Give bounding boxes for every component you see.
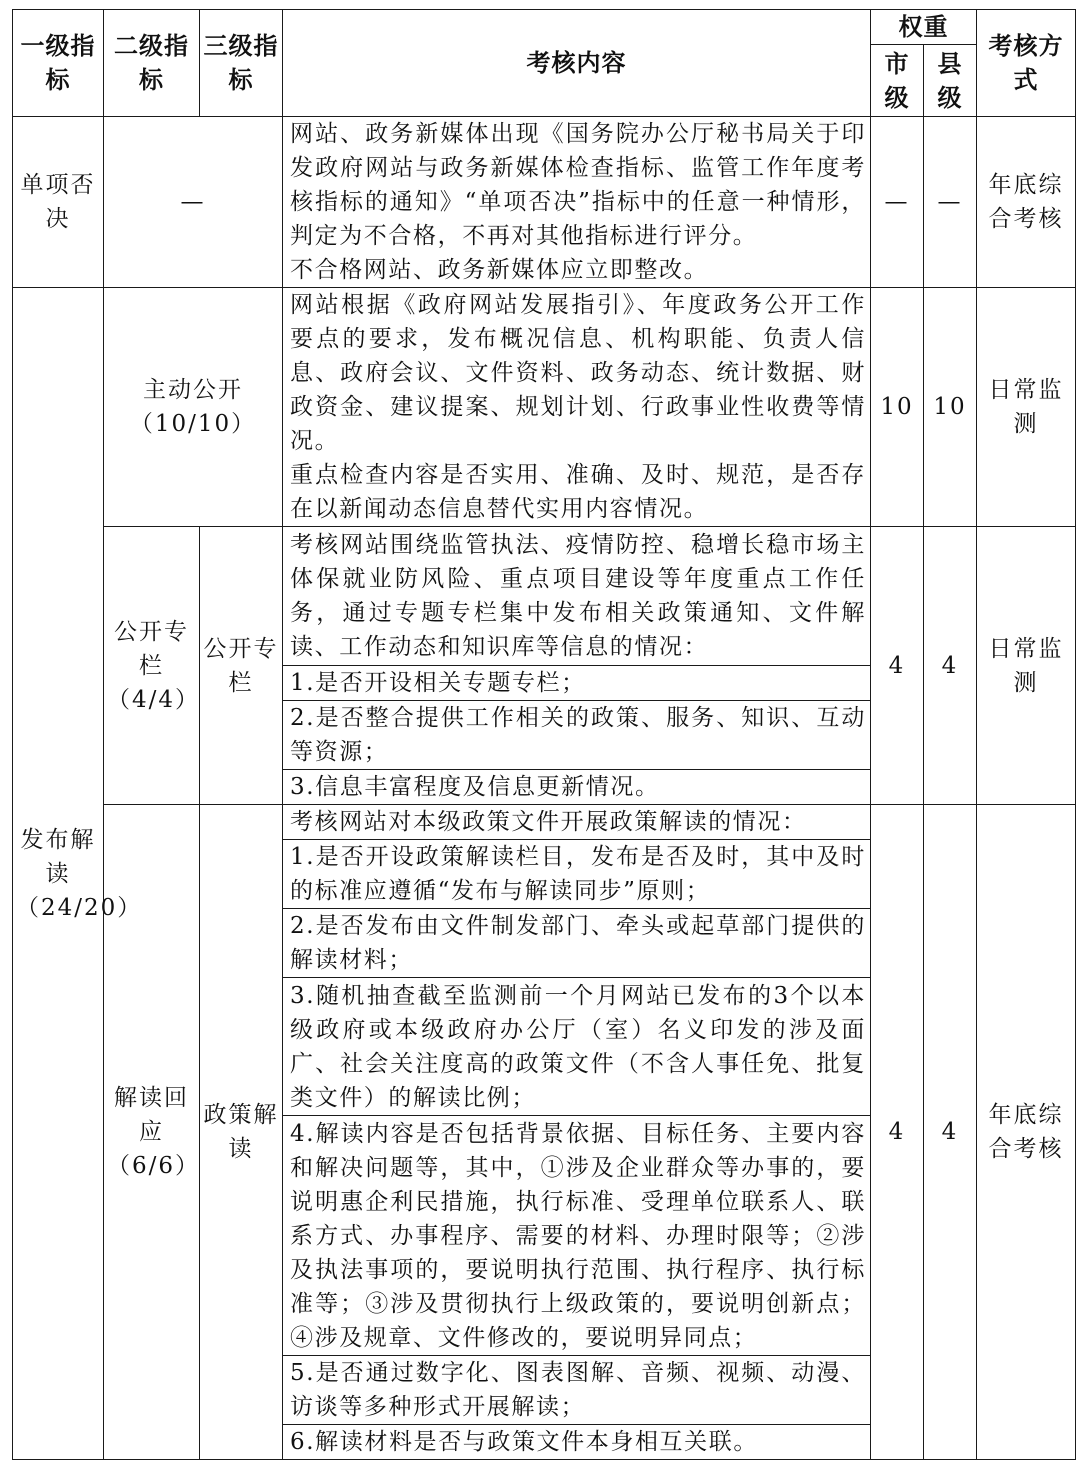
header-level1: 一级指标 [13, 10, 104, 117]
column-method: 日常监测 [977, 527, 1076, 805]
interpret-item: 5.是否通过数字化、图表图解、音频、视频、动漫、访谈等多种形式开展解读； [283, 1356, 871, 1425]
veto-city-weight: — [871, 117, 924, 288]
interpret-item: 1.是否开设政策解读栏目，发布是否及时，其中及时的标准应遵循“发布与解读同步”原则； [283, 840, 871, 909]
interpret-city-weight: 4 [871, 805, 924, 1460]
column-intro: 考核网站围绕监管执法、疫情防控、稳增长稳市场主体保就业防风险、重点项目建设等年度重点工作任务，通过专题专栏集中发布相关政策通知、文件解读、工作动态和知识库等信息的情况： [283, 527, 871, 666]
interpret-intro: 考核网站对本级政策文件开展政策解读的情况： [283, 805, 871, 840]
column-level2: 公开专栏（4/4） [104, 527, 200, 805]
veto-method: 年底综合考核 [977, 117, 1076, 288]
interpret-item: 2.是否发布由文件制发部门、牵头或起草部门提供的解读材料； [283, 909, 871, 978]
interpret-level2: 解读回应（6/6） [104, 805, 200, 1460]
column-county-weight: 4 [924, 527, 977, 805]
veto-content-line: 不合格网站、政务新媒体应立即整改。 [290, 257, 709, 283]
veto-content-line: 网站、政务新媒体出现《国务院办公厅秘书局关于印发政府网站与政务新媒体检查指标、监管工作年度考核指标的通知》“单项否决”指标中的任意一种情形，判定为不合格，不再对其他指标进行评分。 [290, 121, 866, 249]
veto-level1: 单项否决 [13, 117, 104, 288]
active-content-line: 网站根据《政府网站发展指引》、年度政务公开工作要点的要求，发布概况信息、机构职能、负责人信息、政府会议、文件资料、政务动态、统计数据、财政资金、建议提案、规划计划、行政事业性收费等情况。 [290, 292, 866, 454]
interpret-county-weight: 4 [924, 805, 977, 1460]
active-method: 日常监测 [977, 288, 1076, 527]
veto-county-weight: — [924, 117, 977, 288]
publish-level1: 发布解读（24/20） [13, 288, 104, 1460]
header-method: 考核方式 [977, 10, 1076, 117]
veto-content [283, 117, 871, 288]
interpret-method: 年底综合考核 [977, 805, 1076, 1460]
active-county-weight: 10 [924, 288, 977, 527]
assessment-table [12, 9, 1076, 1460]
active-content [283, 288, 871, 527]
active-level2: 主动公开（10/10） [104, 288, 283, 527]
interpret-item: 6.解读材料是否与政策文件本身相互关联。 [283, 1425, 871, 1460]
header-county: 县级 [924, 45, 977, 117]
column-city-weight: 4 [871, 527, 924, 805]
column-item: 3.信息丰富程度及信息更新情况。 [283, 770, 871, 805]
veto-level2: — [104, 117, 283, 288]
header-city: 市级 [871, 45, 924, 117]
column-item: 2.是否整合提供工作相关的政策、服务、知识、互动等资源； [283, 701, 871, 770]
active-content-line: 重点检查内容是否实用、准确、及时、规范，是否存在以新闻动态信息替代实用内容情况。 [290, 462, 866, 522]
header-level3: 三级指标 [200, 10, 283, 117]
active-city-weight: 10 [871, 288, 924, 527]
header-weight: 权重 [871, 10, 977, 45]
column-item: 1.是否开设相关专题专栏； [283, 666, 871, 701]
header-content: 考核内容 [283, 10, 871, 117]
interpret-level3: 政策解读 [200, 805, 283, 1460]
header-level2: 二级指标 [104, 10, 200, 117]
column-level3: 公开专栏 [200, 527, 283, 805]
interpret-item: 3.随机抽查截至监测前一个月网站已发布的3个以本级政府或本级政府办公厅（室）名义印发的涉及面广、社会关注度高的政策文件（不含人事任免、批复类文件）的解读比例； [283, 978, 871, 1116]
interpret-item: 4.解读内容是否包括背景依据、目标任务、主要内容和解决问题等，其中，①涉及企业群众等办事的，要说明惠企利民措施，执行标准、受理单位联系人、联系方式、办事程序、需要的材料、办理时限等；②涉及执法事项的，要说明执行范围、执行程序、执行标准等；③涉及贯彻执行上级政策的，要说明创新点；④涉及规章、文件修改的，要说明异同点； [283, 1116, 871, 1356]
